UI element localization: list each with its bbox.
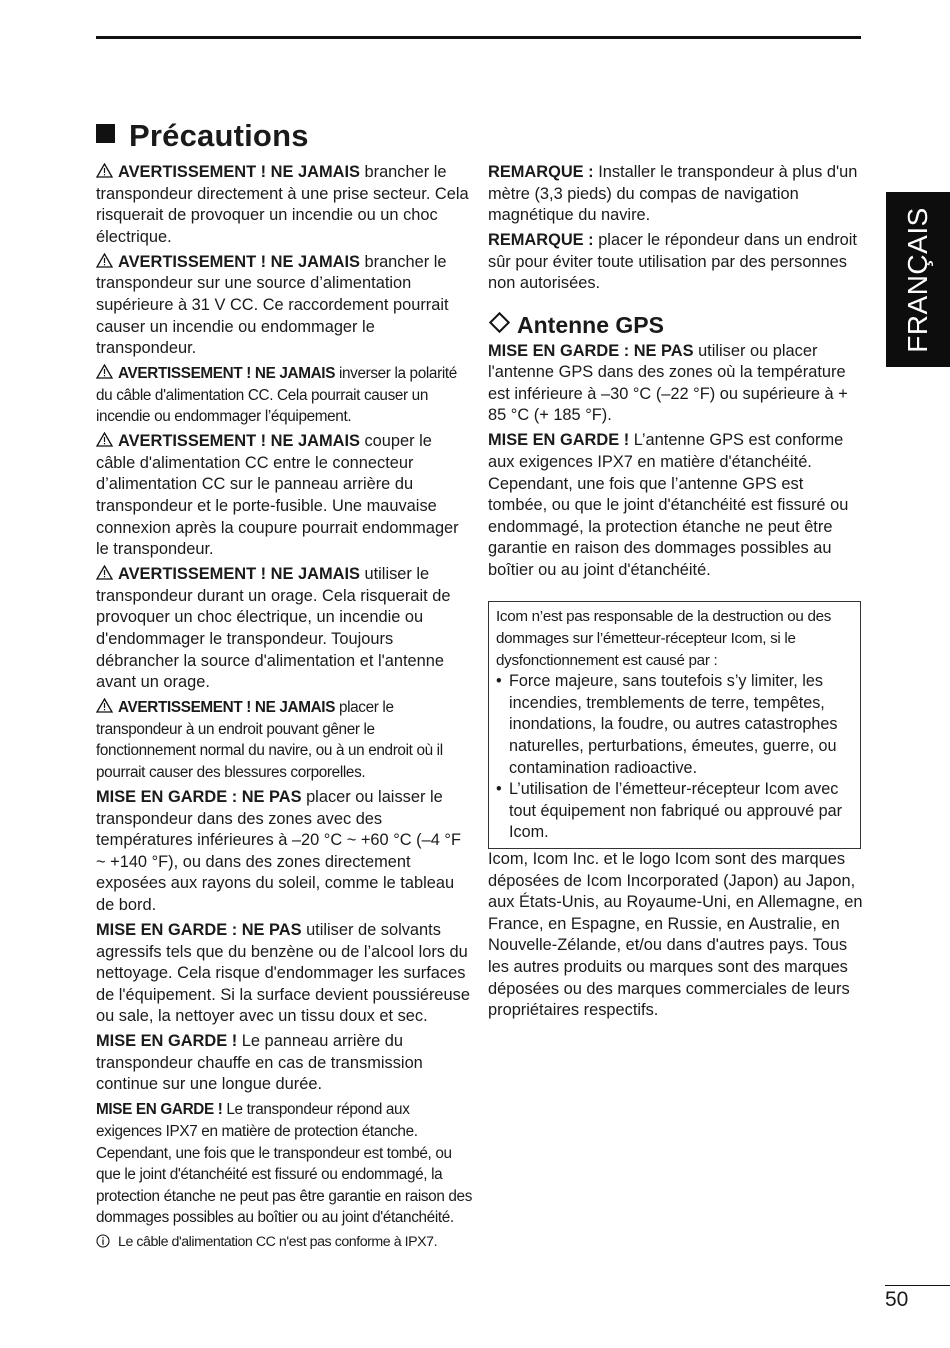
caution-item: MISE EN GARDE ! Le panneau arrière du transpondeur chauffe en cas de transmission continue sur une longue durée. bbox=[96, 1032, 423, 1094]
caution-item: MISE EN GARDE : NE PAS utiliser de solvants agressifs tels que du benzène ou de l’alcool lors du nettoyage. Cela risque d'endommager les surfaces de l'équipement. Si la surface devient poussiéreuse ou sale, la nettoyer avec un tissu doux et sec. bbox=[96, 920, 470, 1026]
disclaimer-box bbox=[488, 601, 861, 849]
right-column bbox=[488, 162, 864, 1025]
remark-item: REMARQUE : placer le répondeur dans un endroit sûr pour éviter toute utilisation par des personnes non autorisées. bbox=[488, 231, 857, 293]
caution-item: MISE EN GARDE : NE PAS placer ou laisser le transpondeur dans des zones avec des températures inférieures à –20 °C ~ +60 °C (–4 °F ~ +140 °F), ou dans des zones directement exposées aux rayons du soleil, comme le tableau de bord. bbox=[96, 787, 461, 914]
page-title: Précautions bbox=[129, 118, 309, 153]
caution-item: MISE EN GARDE ! Le transpondeur répond aux exigences IPX7 en matière de protection étanche. Cependant, une fois que le transpondeur est tombé, ou que le joint d'étanchéité est fissuré ou endommagé, la protection étanche ne peut pas être garantie en raison des dommages possibles au boîtier ou au joint d'étanchéité. bbox=[96, 1101, 472, 1227]
warning-triangle-icon bbox=[96, 253, 113, 268]
caution-item: MISE EN GARDE ! L’antenne GPS est conforme aux exigences IPX7 en matière d'étanchéité. Cependant, une fois que l’antenne GPS est tombée, ou que le joint d'étanchéité est fissuré ou endommagé, la protection étanche ne peut être garantie en raison des dommages possibles au boîtier ou au joint d'étanchéité. bbox=[488, 431, 849, 579]
warning-item: AVERTISSEMENT ! NE JAMAIS brancher le transpondeur sur une source d’alimentation supérieure à 31 V CC. Ce raccordement pourrait causer un incendie ou endommager le transpondeur. bbox=[96, 252, 449, 358]
trademark-notice: Icom, Icom Inc. et le logo Icom sont des marques déposées de Icom Incorporated (Japon) au Japon, aux États-Unis, au Royaume-Uni, en Allemagne, en France, en Espagne, en Russie, en Australie, en Nouvelle-Zélande, et/ou dans d'autres pays. Tous les autres produits ou marques sont des marques déposées ou des marques commerciales de leurs propriétaires respectifs. bbox=[488, 850, 863, 1020]
gps-section-title: Antenne GPS bbox=[488, 315, 864, 337]
section-title bbox=[96, 118, 309, 154]
warning-triangle-icon bbox=[96, 364, 113, 379]
warning-item: AVERTISSEMENT ! NE JAMAIS couper le câble d'alimentation CC entre le connecteur d’alimentation CC sur le panneau arrière du transpondeur et le porte-fusible. Une mauvaise connexion après la coupure pourrait endommager le transpondeur. bbox=[96, 432, 459, 559]
warning-item: AVERTISSEMENT ! NE JAMAIS brancher le transpondeur directement à une prise secteur. Cela risquerait de provoquer un incendie ou un choc électrique. bbox=[96, 163, 469, 246]
disclaimer-intro: Icom n’est pas responsable de la destruction ou des dommages sur l’émetteur-récepteur Icom, si le dysfonctionnement est causé par : bbox=[496, 608, 832, 669]
top-rule bbox=[96, 36, 861, 39]
warning-item: AVERTISSEMENT ! NE JAMAIS utiliser le transpondeur durant un orage. Cela risquerait de provoquer un choc électrique, un incendie ou d'endommager le transpondeur. Toujours débrancher la source d'alimentation et l'antenne avant un orage. bbox=[96, 565, 451, 692]
square-bullet-icon bbox=[96, 124, 115, 143]
warning-triangle-icon bbox=[96, 698, 113, 713]
warning-item: AVERTISSEMENT ! NE JAMAIS placer le transpondeur à un endroit pouvant gêner le fonctionnement normal du navire, ou à un endroit où il pourrait causer des blessures corporelles. bbox=[96, 699, 443, 781]
language-tab: FRANÇAIS bbox=[886, 192, 950, 367]
page-number: 50 bbox=[885, 1288, 909, 1311]
warning-triangle-icon bbox=[96, 565, 113, 580]
list-item: • Force majeure, sans toutefois s’y limiter, les incendies, tremblements de terre, tempêtes, inondations, la foudre, ou autres catastrophes naturelles, perturbations, émeutes, guerre, ou contamination radioactive. bbox=[496, 671, 853, 779]
info-note: Le câble d'alimentation CC n'est pas conforme à IPX7. bbox=[96, 1232, 474, 1254]
warning-triangle-icon bbox=[96, 432, 113, 447]
info-icon bbox=[96, 1234, 110, 1248]
list-item: • L’utilisation de l’émetteur-récepteur Icom avec tout équipement non fabriqué ou approuvé par Icom. bbox=[496, 779, 853, 844]
caution-item: MISE EN GARDE : NE PAS utiliser ou placer l'antenne GPS dans des zones où la température est inférieure à –30 °C (–22 °F) ou supérieure à + 85 °C (+ 185 °F). bbox=[488, 341, 848, 425]
warning-triangle-icon bbox=[96, 163, 113, 178]
page-number-rule bbox=[885, 1285, 950, 1286]
left-column bbox=[96, 162, 474, 1257]
warning-item: AVERTISSEMENT ! NE JAMAIS inverser la polarité du câble d'alimentation CC. Cela pourrait causer un incendie ou endommager l’équipement. bbox=[96, 365, 457, 426]
diamond-icon bbox=[489, 312, 510, 333]
disclaimer-list bbox=[496, 671, 853, 844]
remark-item: REMARQUE : Installer le transpondeur à plus d'un mètre (3,3 pieds) du compas de navigation magnétique du navire. bbox=[488, 163, 858, 225]
